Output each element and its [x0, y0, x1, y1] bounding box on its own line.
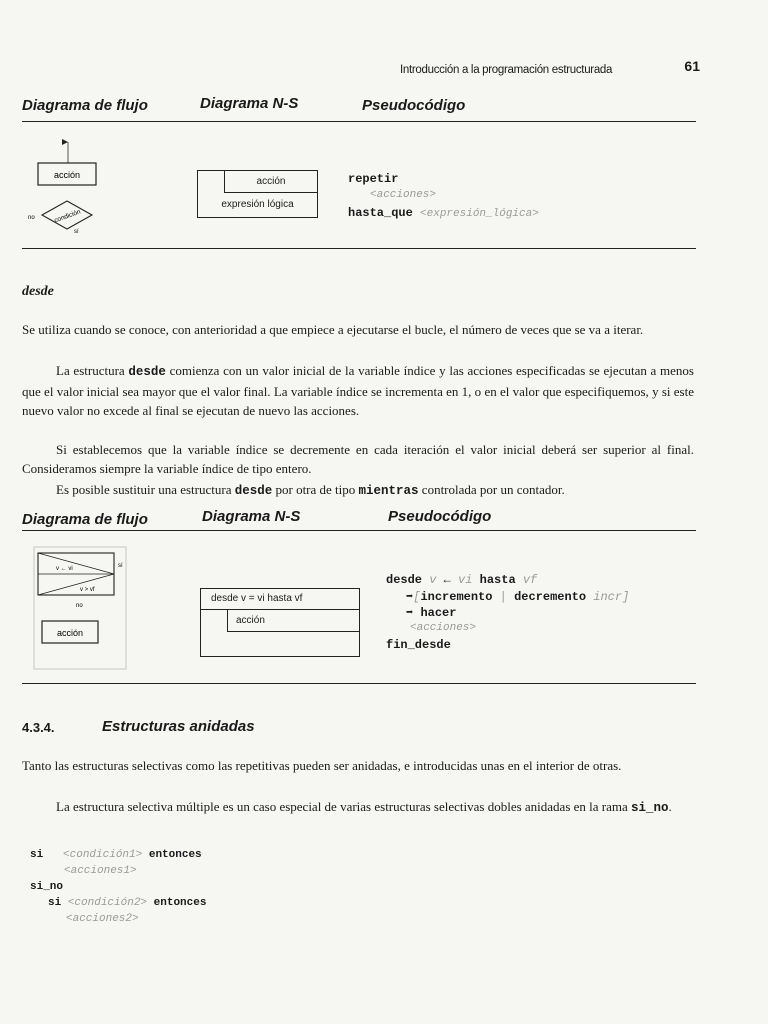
- p2-pre: La estructura: [56, 363, 129, 378]
- desde-paragraph-1: Se utiliza cuando se conoce, con anterioridad a que empiece a ejecutarse el bucle, el número de veces que se va a iterar.: [22, 322, 644, 337]
- anid-code-line1: [30, 849, 202, 861]
- table2-bottom-rule: [22, 683, 696, 684]
- flow-diag-2: [38, 574, 114, 595]
- kw-si-2: si: [48, 897, 62, 909]
- flow-arrowhead: [62, 139, 68, 145]
- anid-code-line5: <acciones2>: [66, 913, 139, 925]
- pseudo-incr: incr]: [593, 590, 630, 604]
- flow-diag-1: [38, 553, 114, 574]
- table2-col-ns: Diagrama N-S: [202, 508, 301, 525]
- anid-code-line3: [30, 881, 63, 893]
- ns-loop-header: desde v = vi hasta vf: [201, 589, 359, 610]
- kw-mientras: mientras: [358, 484, 419, 498]
- ns-action-cell: acción: [224, 171, 317, 193]
- kw-si: si: [30, 849, 44, 861]
- flow-no-label: no: [28, 215, 35, 221]
- pseudo-assign-arrow: ←: [443, 573, 451, 587]
- table2-pseudo-line3: [406, 605, 456, 620]
- table2-pseudo-line2: [406, 589, 629, 604]
- p4-mid: por otra de tipo: [272, 482, 359, 497]
- pseudo-expression: <expresión_lógica>: [420, 208, 539, 220]
- kw-desde-2: desde: [234, 484, 273, 498]
- kw-hacer: hacer: [420, 606, 457, 620]
- pseudo-vi: vi: [458, 573, 473, 587]
- running-header-title: Introducción a la programación estructurada: [400, 64, 613, 76]
- flow-si-label-2: sí: [118, 563, 123, 569]
- kw-si-no-code: si_no: [30, 881, 64, 893]
- page-number: 61: [684, 58, 700, 74]
- kw-desde: desde: [128, 365, 166, 379]
- pseudo-bar: |: [499, 590, 507, 604]
- kw-entonces: entonces: [148, 849, 202, 861]
- table2-flowchart: [30, 545, 140, 675]
- section-desde-title: desde: [22, 284, 54, 299]
- table1-ns-diagram: [197, 170, 318, 218]
- flow-condition-label: condición: [53, 208, 82, 225]
- kw-hasta: hasta: [479, 573, 516, 587]
- table2-pseudo-line5: [386, 638, 451, 652]
- p2-pre-anid: La estructura selectiva múltiple es un caso especial de varias estructuras selectivas dobles anidadas en la rama: [56, 799, 632, 814]
- anid-code-line2: <acciones1>: [64, 865, 137, 877]
- anidadas-paragraph-2: [22, 797, 694, 818]
- table1-col-pseudo: Pseudocódigo: [362, 97, 466, 114]
- desde-paragraph-2: [22, 361, 694, 420]
- flow-action-label: acción: [53, 170, 81, 180]
- anidadas-paragraph-1: Tanto las estructuras selectivas como las repetitivas pueden ser anidadas, e introducidas unas en el interior de otras.: [22, 758, 622, 773]
- table1-pseudo-line3: [348, 206, 539, 220]
- flow-cond-label: v > vf: [80, 587, 95, 593]
- kw-decremento: decremento: [514, 590, 587, 604]
- section-title: Estructuras anidadas: [102, 718, 255, 735]
- flow-action-label-2: acción: [56, 628, 84, 638]
- kw-desde-code: desde: [386, 573, 423, 587]
- section-number: 4.3.4.: [22, 720, 55, 735]
- arrow-bullet-icon: ➡: [406, 590, 414, 604]
- table2-col-pseudo: Pseudocódigo: [388, 508, 492, 525]
- table1-col-ns: Diagrama N-S: [200, 95, 299, 112]
- ns-loop-action: acción: [227, 610, 359, 632]
- flow-no-label-2: no: [76, 603, 83, 609]
- anid-code-line4: [48, 897, 206, 909]
- code-cond1: <condición1>: [63, 849, 143, 861]
- flow-init-label: v ← vi: [56, 566, 73, 572]
- table2-ns-diagram: [200, 588, 360, 657]
- kw-si-no: si_no: [631, 801, 669, 815]
- desde-paragraph-4: [22, 480, 694, 501]
- kw-hasta-que: hasta_que: [348, 206, 413, 220]
- pseudo-bracket: [: [413, 590, 421, 604]
- p4-pre: Es posible sustituir una estructura: [56, 482, 235, 497]
- table1-col-flow: Diagrama de flujo: [22, 97, 148, 114]
- table2-pseudo-line1: [386, 573, 537, 587]
- desde-paragraph-3: Si establecemos que la variable índice se decremente en cada iteración el valor inicial deberá ser superior al final. Consideramos siempre la variable índice de tipo entero.: [22, 442, 694, 476]
- table1-top-rule: [22, 121, 696, 122]
- table1-bottom-rule: [22, 248, 696, 249]
- p2-post: comienza con un valor inicial de la variable índice y las acciones especificadas se ejecutan a menos que el valor inicial sea mayor que el valor final. La variable índice se incrementa en 1, o en el valor que especifiquemos, y si este nuevo valor no excede al final se ejecutan de nuevo las acciones.: [22, 363, 694, 418]
- table2-top-rule: [22, 530, 696, 531]
- ns-condition-cell: expresión lógica: [221, 199, 294, 210]
- table1-flowchart: [22, 135, 132, 235]
- table2-pseudo-line4: <acciones>: [410, 622, 477, 634]
- table1-pseudo-line1: [348, 172, 398, 186]
- running-header: [400, 60, 700, 78]
- code-cond2: <condición2>: [67, 897, 148, 909]
- kw-repetir: repetir: [348, 172, 399, 186]
- p4-post: controlada por un contador.: [418, 482, 565, 497]
- pseudo-v: v: [429, 573, 437, 587]
- table1-pseudo-line2: <acciones>: [370, 189, 437, 201]
- table2-col-flow: Diagrama de flujo: [22, 511, 148, 528]
- pseudo-vf: vf: [522, 573, 538, 587]
- arrow-bullet-icon: ➡: [406, 606, 414, 620]
- flow-si-label: sí: [74, 229, 79, 235]
- kw-incremento: incremento: [420, 590, 493, 604]
- kw-entonces-2: entonces: [153, 897, 207, 909]
- p2-post-anid: .: [668, 799, 672, 814]
- kw-fin-desde: fin_desde: [386, 638, 451, 652]
